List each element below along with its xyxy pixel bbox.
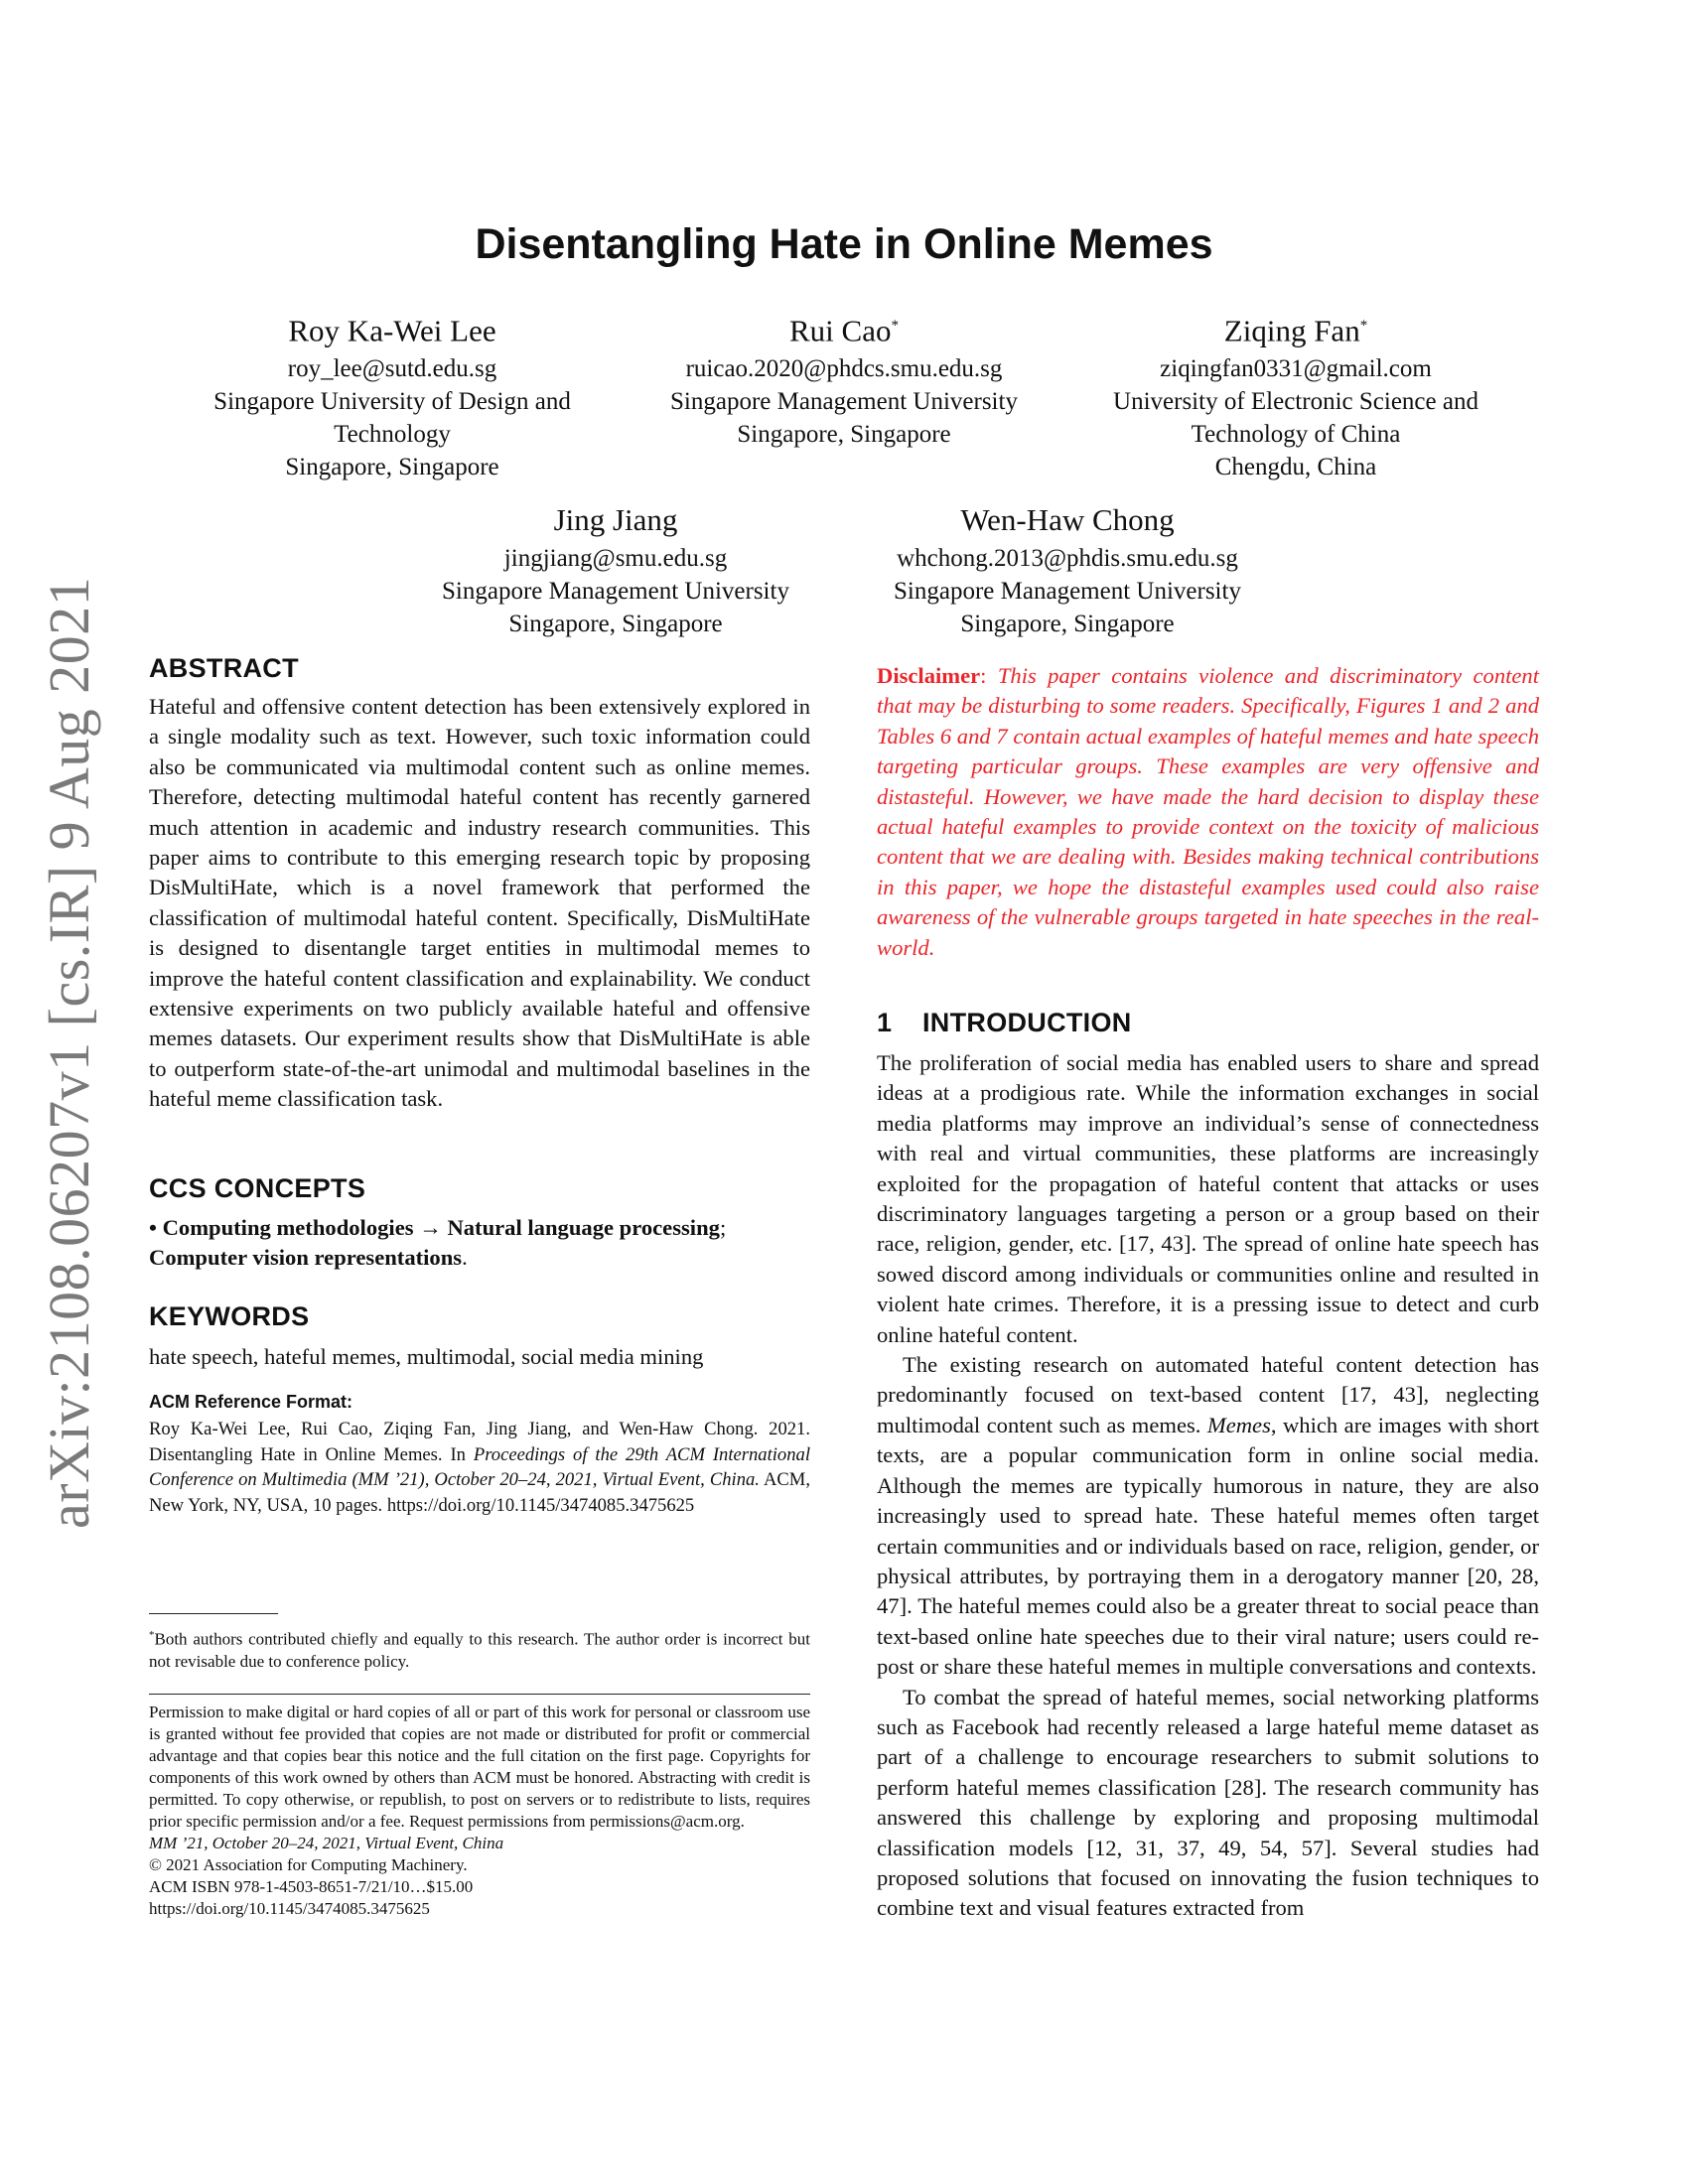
ccs-bullet: •: [149, 1215, 157, 1240]
author-block: [854, 498, 1281, 640]
footnote: [149, 1624, 810, 1673]
ccs-separator: ;: [719, 1215, 727, 1240]
author-block: [631, 304, 1057, 451]
arxiv-stamp: arXiv:2108.06207v1 [cs.IR] 9 Aug 2021: [37, 576, 101, 1529]
intro-text: , which are images with short texts, are a popular communication form in online social media. Although the memes are typically humorous in nature, they are also increasingly used to spread hate. These hateful memes often target certain communities and or individuals based on race, religion, gender, or physical attributes, by portraying them in a derogatory manner [20, 28, 47]. The hateful memes could also be a greater threat to social peace than text-based online hate speeches due to their viral nature; users could re-post or share these hateful memes in multiple conversations and contexts.: [877, 1412, 1539, 1680]
permission-isbn: ACM ISBN 978-1-4503-8651-7/21/10…$15.00: [149, 1877, 474, 1896]
permission-venue: MM ’21, October 20–24, 2021, Virtual Event, China: [149, 1834, 504, 1852]
author-name: Rui Cao: [789, 313, 892, 348]
acm-reference-text: [149, 1417, 810, 1518]
author-affiliation: Technology of China: [1191, 421, 1401, 449]
author-location: Singapore, Singapore: [737, 421, 951, 449]
intro-emphasis: Memes: [1206, 1412, 1271, 1437]
keywords-heading: KEYWORDS: [149, 1301, 310, 1331]
introduction-body: [877, 1048, 1539, 1924]
acm-reference-pre: Roy Ka-Wei Lee, Rui Cao, Ziqing Fan, Jing Jiang, and Wen-Haw Chong. 2021. Disentangling Hate in Online Memes. In: [149, 1419, 810, 1465]
acm-reference-post: ACM, New York, NY, USA, 10 pages. https://doi.org/10.1145/3474085.3475625: [149, 1469, 810, 1516]
abstract-paragraph: Hateful and offensive content detection has been extensively explored in a single modality such as text. However, such toxic information could also be communicated via multimodal content such as online memes. Therefore, detecting multimodal hateful content has recently garnered much attention in academic and industry research communities. This paper aims to contribute to this emerging research topic by proposing DisMultiHate, which is a novel framework that performed the classification of multimodal hateful content. Specifically, DisMultiHate is designed to disentangle target entities in multimodal memes to improve the hateful content classification and explainability. We conduct extensive experiments on two publicly available hateful and offensive memes datasets. Our experiment results show that DisMultiHate is able to outperform state-of-the-art unimodal and multimodal baselines in the hateful meme classification task.: [149, 694, 810, 1112]
author-affiliation: Technology: [334, 421, 451, 449]
author-mark: *: [891, 318, 899, 334]
author-email: roy_lee@sutd.edu.sg: [287, 355, 497, 383]
author-affiliation: Singapore University of Design and: [213, 388, 571, 416]
author-name: Roy Ka-Wei Lee: [288, 313, 496, 348]
author-affiliation: University of Electronic Science and: [1113, 388, 1478, 416]
acm-reference: [149, 1392, 810, 1518]
author-affiliation: Singapore Management University: [894, 578, 1241, 605]
section-title: INTRODUCTION: [922, 1008, 1132, 1037]
footnote-rule: [149, 1613, 278, 1614]
acm-reference-heading: ACM Reference Format:: [149, 1392, 353, 1412]
abstract-heading: ABSTRACT: [149, 653, 299, 683]
disclaimer: [877, 661, 1539, 963]
author-email: whchong.2013@phdis.smu.edu.sg: [897, 545, 1238, 572]
author-block: [179, 304, 606, 483]
permission-rule: [149, 1694, 810, 1695]
ccs-heading: CCS CONCEPTS: [149, 1173, 366, 1203]
abstract-text: [149, 692, 810, 1115]
author-email: ziqingfan0331@gmail.com: [1160, 355, 1432, 383]
intro-paragraph: [877, 1350, 1539, 1682]
author-location: Singapore, Singapore: [960, 611, 1175, 637]
intro-paragraph: The proliferation of social media has enabled users to share and spread ideas at a prodigious rate. While the information exchanges in social media platforms may improve an individual’s sense of connectedness with real and virtual communities, these platforms are increasingly exploited for the propagation of hateful content that attacks or uses discriminatory languages targeting a person or a group based on their race, religion, gender, etc. [17, 43]. The spread of online hate speech has sowed discord among individuals or communities online and resulted in violent hate crimes. Therefore, it is a pressing issue to detect and curb online hateful content.: [877, 1050, 1539, 1347]
ccs-end: .: [462, 1245, 468, 1271]
author-name: Ziqing Fan: [1223, 313, 1360, 348]
author-name: Jing Jiang: [553, 502, 678, 537]
author-affiliation: Singapore Management University: [442, 578, 789, 605]
ccs-arrow: →: [419, 1215, 442, 1240]
author-email: jingjiang@smu.edu.sg: [503, 545, 728, 572]
author-location: Singapore, Singapore: [508, 611, 723, 637]
permission-block: [149, 1702, 810, 1920]
ccs-concepts: [149, 1213, 810, 1274]
author-mark: *: [1359, 318, 1368, 334]
keywords: [149, 1342, 810, 1372]
ccs-concept: Computer vision representations: [149, 1245, 463, 1271]
section-number: 1: [877, 1008, 893, 1037]
author-location: Chengdu, China: [1214, 454, 1377, 481]
ccs-concept: Computing methodologies: [162, 1215, 414, 1240]
footnote-mark: *: [149, 1629, 155, 1641]
footnote-text: Both authors contributed chiefly and equally to this research. The author order is incorrect but not revisable due to conference policy.: [149, 1629, 810, 1671]
author-email: ruicao.2020@phdcs.smu.edu.sg: [685, 355, 1003, 383]
acm-reference-venue: Proceedings of the 29th ACM International Conference on Multimedia (MM ’21), October 20–24, 2021, Virtual Event, China.: [149, 1443, 810, 1491]
permission-copyright: © 2021 Association for Computing Machinery.: [149, 1855, 468, 1874]
permission-doi: https://doi.org/10.1145/3474085.3475625: [149, 1899, 430, 1918]
author-block: [402, 498, 829, 640]
intro-text: The existing research on automated hateful content detection has predominantly focused on text-based content [17, 43], neglecting multimodal content such as memes.: [877, 1352, 1539, 1437]
author-block: [1082, 304, 1509, 483]
author-name: Wen-Haw Chong: [960, 502, 1175, 537]
paper-title: Disentangling Hate in Online Memes: [475, 220, 1213, 268]
permission-text: Permission to make digital or hard copies of all or part of this work for personal or classroom use is granted without fee provided that copies are not made or distributed for profit or commercial advantage and that copies bear this notice and the full citation on the first page. Copyrights for components of this work owned by others than ACM must be honored. Abstracting with credit is permitted. To copy otherwise, or republish, to post on servers or to redistribute to lists, requires prior specific permission and/or a fee. Request permissions from permissions@acm.org.: [149, 1703, 810, 1831]
disclaimer-text: This paper contains violence and discriminatory content that may be disturbing to some readers. Specifically, Figures 1 and 2 and Tables 6 and 7 contain actual examples of hateful memes and hate speech targeting particular groups. These examples are very offensive and distasteful. However, we have made the hard decision to display these actual hateful examples to provide context on the toxicity of malicious content that we are dealing with. Besides making technical contributions in this paper, we hope the distasteful examples used could also raise awareness of the vulnerable groups targeted in hate speeches in the real-world.: [877, 663, 1539, 960]
ccs-concept: Natural language processing: [447, 1215, 720, 1240]
keywords-text: hate speech, hateful memes, multimodal, social media mining: [149, 1344, 704, 1369]
intro-paragraph: To combat the spread of hateful memes, social networking platforms such as Facebook had recently released a large hateful meme dataset as part of a challenge to encourage researchers to submit solutions to perform hateful memes classification [28]. The research community has answered this challenge by exploring and proposing multimodal classification models [12, 31, 37, 49, 54, 57]. Several studies had proposed solutions that focused on innovating the fusion techniques to combine text and visual features extracted from: [877, 1684, 1539, 1921]
disclaimer-colon: :: [980, 663, 987, 688]
author-location: Singapore, Singapore: [285, 454, 499, 481]
introduction-heading: [877, 1008, 1132, 1038]
author-affiliation: Singapore Management University: [670, 388, 1018, 416]
disclaimer-label: Disclaimer: [877, 663, 981, 688]
